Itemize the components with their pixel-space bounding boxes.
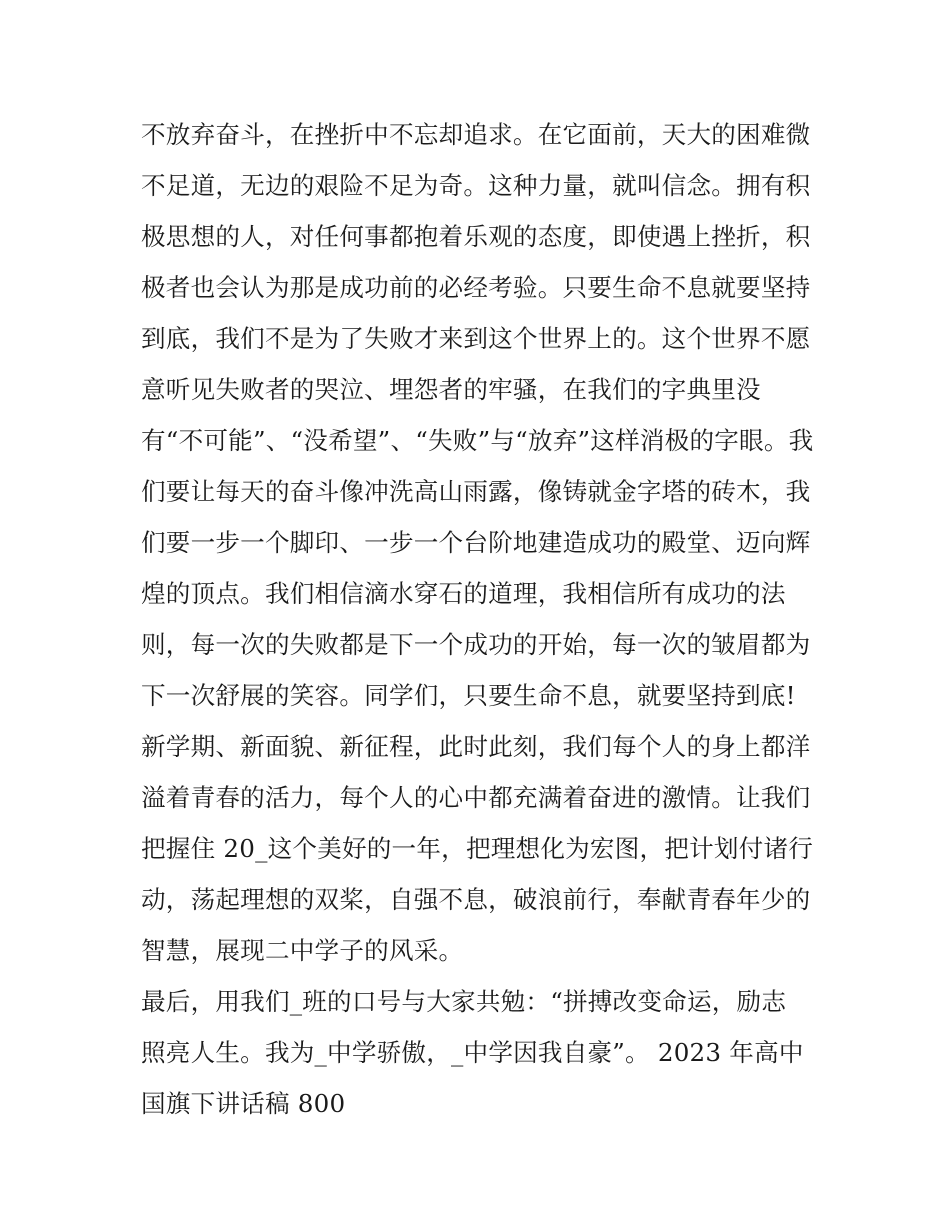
text-line: 则，每一次的失败都是下一个成功的开始，每一次的皱眉都为 xyxy=(141,630,811,659)
text-line: 煌的顶点。我们相信滴水穿石的道理，我相信所有成功的法 xyxy=(141,579,786,608)
text-line: 们要一步一个脚印、一步一个台阶地建造成功的殿堂、迈向辉 xyxy=(141,528,811,557)
text-line: 动，荡起理想的双桨，自强不息，破浪前行，奉献青春年少的 xyxy=(141,885,811,914)
text-line: 把握住 20_这个美好的一年，把理想化为宏图，把计划付诸行 xyxy=(141,834,814,863)
body-text xyxy=(141,109,813,1129)
text-line: 极思想的人，对任何事都抱着乐观的态度，即使遇上挫折，积 xyxy=(141,222,811,251)
text-line: 极者也会认为那是成功前的必经考验。只要生命不息就要坚持 xyxy=(141,273,811,302)
text-line: 下一次舒展的笑容。同学们，只要生命不息，就要坚持到底! xyxy=(141,681,796,710)
text-line: 国旗下讲话稿 800 xyxy=(141,1089,346,1118)
text-line: 到底，我们不是为了失败才来到这个世界上的。这个世界不愿 xyxy=(141,324,811,353)
text-line: 们要让每天的奋斗像冲洗高山雨露，像铸就金字塔的砖木，我 xyxy=(141,477,811,506)
text-line: 意听见失败者的哭泣、埋怨者的牢骚，在我们的字典里没 xyxy=(141,375,761,404)
text-line: 新学期、新面貌、新征程，此时此刻，我们每个人的身上都洋 xyxy=(141,732,811,761)
text-line: 照亮人生。我为_中学骄傲，_中学因我自豪”。 2023 年高中 xyxy=(141,1038,804,1067)
text-line: 最后，用我们_班的口号与大家共勉：“拼搏改变命运，励志 xyxy=(141,987,787,1016)
text-line: 智慧，展现二中学子的风采。 xyxy=(141,936,464,965)
text-line: 不放弃奋斗，在挫折中不忘却追求。在它面前，天大的困难微 xyxy=(141,120,811,149)
text-line: 有“不可能”、“没希望”、“失败”与“放弃”这样消极的字眼。我 xyxy=(141,426,814,455)
text-line: 不足道，无边的艰险不足为奇。这种力量，就叫信念。拥有积 xyxy=(141,171,811,200)
text-line: 溢着青春的活力，每个人的心中都充满着奋进的激情。让我们 xyxy=(141,783,811,812)
